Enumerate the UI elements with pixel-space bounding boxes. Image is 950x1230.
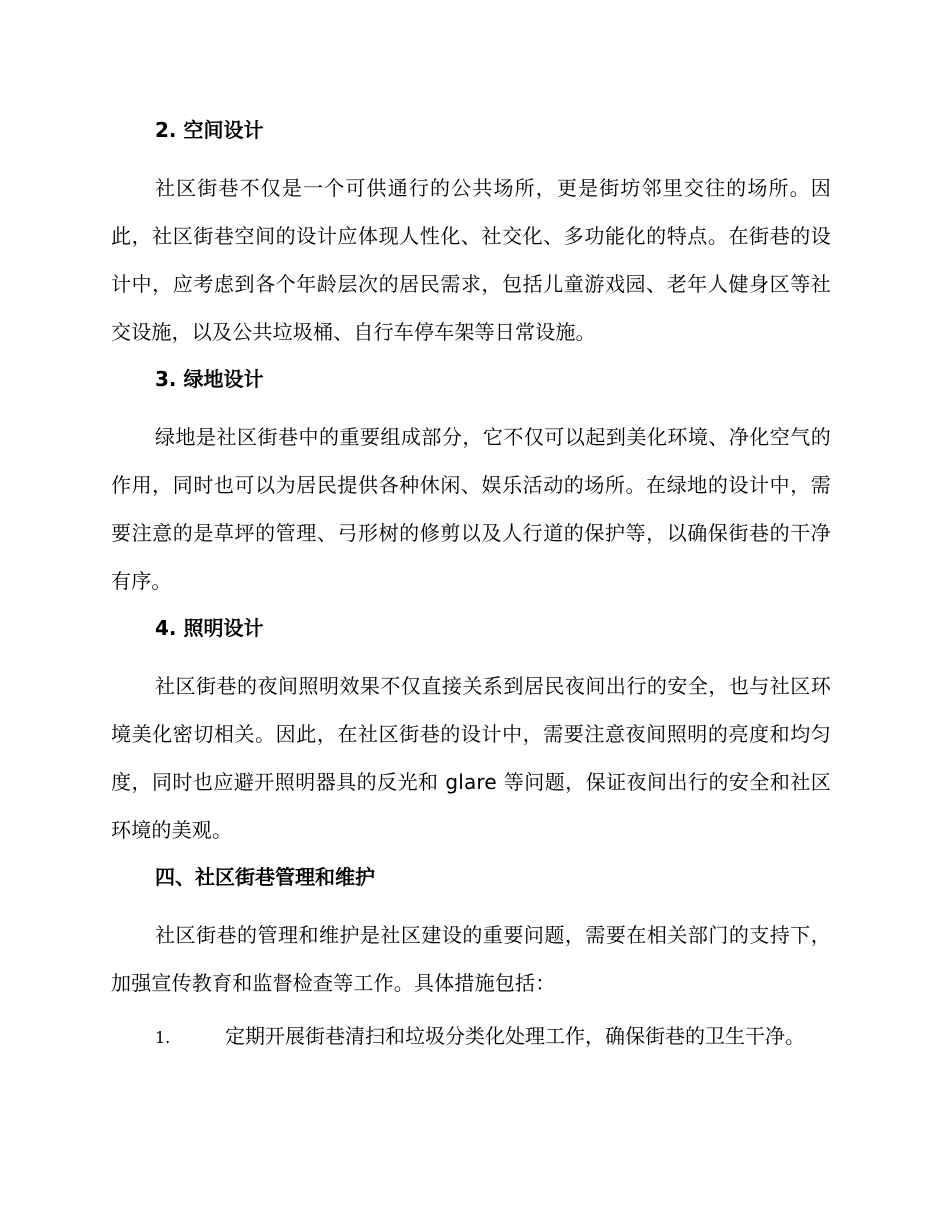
- list-item-text: 定期开展街巷清扫和垃圾分类化处理工作，确保街巷的卫生干净。: [225, 1024, 805, 1048]
- paragraph-space-design: 社区街巷不仅是一个可供通行的公共场所，更是街坊邻里交往的场所。因此，社区街巷空间的设计应体现人性化、社交化、多功能化的特点。在街巷的设计中，应考虑到各个年龄层次的居民需求，包括儿童游戏园、老年人健身区等社交设施，以及公共垃圾桶、自行车停车架等日常设施。: [111, 176, 831, 344]
- section-heading-space-design: 2. 空间设计: [155, 118, 264, 142]
- paragraph-green-design: 绿地是社区街巷中的重要组成部分，它不仅可以起到美化环境、净化空气的作用，同时也可以为居民提供各种休闲、娱乐活动的场所。在绿地的设计中，需要注意的是草坪的管理、弓形树的修剪以及人行道的保护等，以确保街巷的干净有序。: [111, 425, 831, 593]
- list-item: [111, 1012, 831, 1062]
- list-item-number: 1.: [155, 1028, 171, 1047]
- section-heading-lighting-design: 4. 照明设计: [155, 616, 264, 640]
- paragraph-management: 社区街巷的管理和维护是社区建设的重要问题，需要在相关部门的支持下，加强宣传教育和监督检查等工作。具体措施包括：: [111, 923, 831, 995]
- paragraph-lighting-design: 社区街巷的夜间照明效果不仅直接关系到居民夜间出行的安全，也与社区环境美化密切相关。因此，在社区街巷的设计中，需要注意夜间照明的亮度和均匀度，同时也应避开照明器具的反光和 glare 等问题，保证夜间出行的安全和社区环境的美观。: [111, 674, 831, 842]
- section-heading-management: 四、社区街巷管理和维护: [155, 865, 375, 889]
- section-heading-green-design: 3. 绿地设计: [155, 367, 264, 391]
